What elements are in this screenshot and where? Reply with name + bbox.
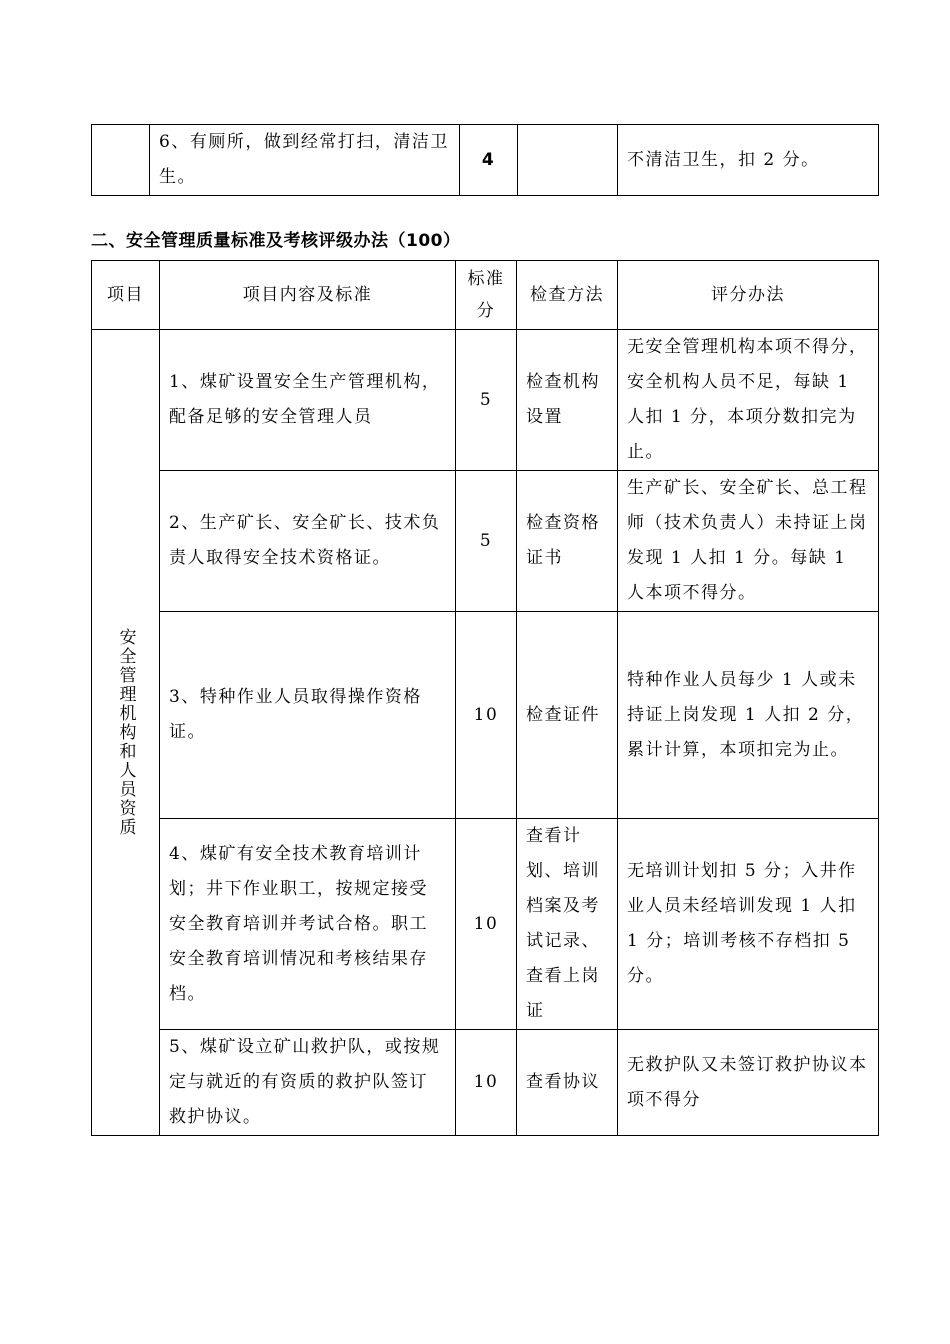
score-cell: 5: [456, 471, 517, 612]
method-cell: 查看计划、培训档案及考试记录、查看上岗证: [517, 819, 618, 1030]
category-cell: [92, 330, 160, 1136]
item-cell: [92, 125, 150, 196]
table-row: [92, 125, 879, 196]
header-content: 项目内容及标准: [160, 261, 456, 330]
scoring-cell: 无救护队又未签订救护协议本项不得分: [618, 1030, 879, 1136]
content-cell: 4、煤矿有安全技术教育培训计划；井下作业职工，按规定接受安全教育培训并考试合格。职工安全教育培训情况和考核结果存档。: [160, 819, 456, 1030]
method-cell: [518, 125, 618, 196]
score-cell: 10: [456, 612, 517, 819]
header-scoring: 评分办法: [618, 261, 879, 330]
continued-table: [91, 124, 879, 196]
table-row: [92, 612, 879, 819]
table-row: [92, 471, 879, 612]
category-label: 安全管理机构和人员资质: [115, 628, 136, 837]
scoring-cell: 生产矿长、安全矿长、总工程师（技术负责人）未持证上岗发现 1 人扣 1 分。每缺 1 人本项不得分。: [618, 471, 879, 612]
content-cell: 6、有厕所，做到经常打扫，清洁卫生。: [150, 125, 460, 196]
header-row: [92, 261, 879, 330]
content-cell: 3、特种作业人员取得操作资格证。: [160, 612, 456, 819]
scoring-cell: 特种作业人员每少 1 人或未持证上岗发现 1 人扣 2 分，累计计算，本项扣完为止。: [618, 612, 879, 819]
content-cell: 1、煤矿设置安全生产管理机构，配备足够的安全管理人员: [160, 330, 456, 471]
score-cell: 10: [456, 819, 517, 1030]
score-cell: 10: [456, 1030, 517, 1136]
method-cell: 查看协议: [517, 1030, 618, 1136]
scoring-cell: 无培训计划扣 5 分；入井作业人员未经培训发现 1 人扣 1 分；培训考核不存档扣 5 分。: [618, 819, 879, 1030]
section-title: 二、安全管理质量标准及考核评级办法（100）: [91, 231, 461, 251]
method-cell: 检查证件: [517, 612, 618, 819]
score-cell: 5: [456, 330, 517, 471]
table-row: [92, 330, 879, 471]
content-cell: 5、煤矿设立矿山救护队，或按规定与就近的有资质的救护队签订救护协议。: [160, 1030, 456, 1136]
method-cell: 检查机构设置: [517, 330, 618, 471]
safety-management-table: [91, 260, 879, 1136]
method-cell: 检查资格证书: [517, 471, 618, 612]
header-score: 标准分: [456, 261, 517, 330]
header-method: 检查方法: [517, 261, 618, 330]
score-cell: 4: [460, 125, 518, 196]
scoring-cell: 不清洁卫生，扣 2 分。: [618, 125, 879, 196]
header-item: 项目: [92, 261, 160, 330]
table-row: [92, 1030, 879, 1136]
content-cell: 2、生产矿长、安全矿长、技术负责人取得安全技术资格证。: [160, 471, 456, 612]
table-row: [92, 819, 879, 1030]
scoring-cell: 无安全管理机构本项不得分，安全机构人员不足，每缺 1 人扣 1 分，本项分数扣完为止。: [618, 330, 879, 471]
